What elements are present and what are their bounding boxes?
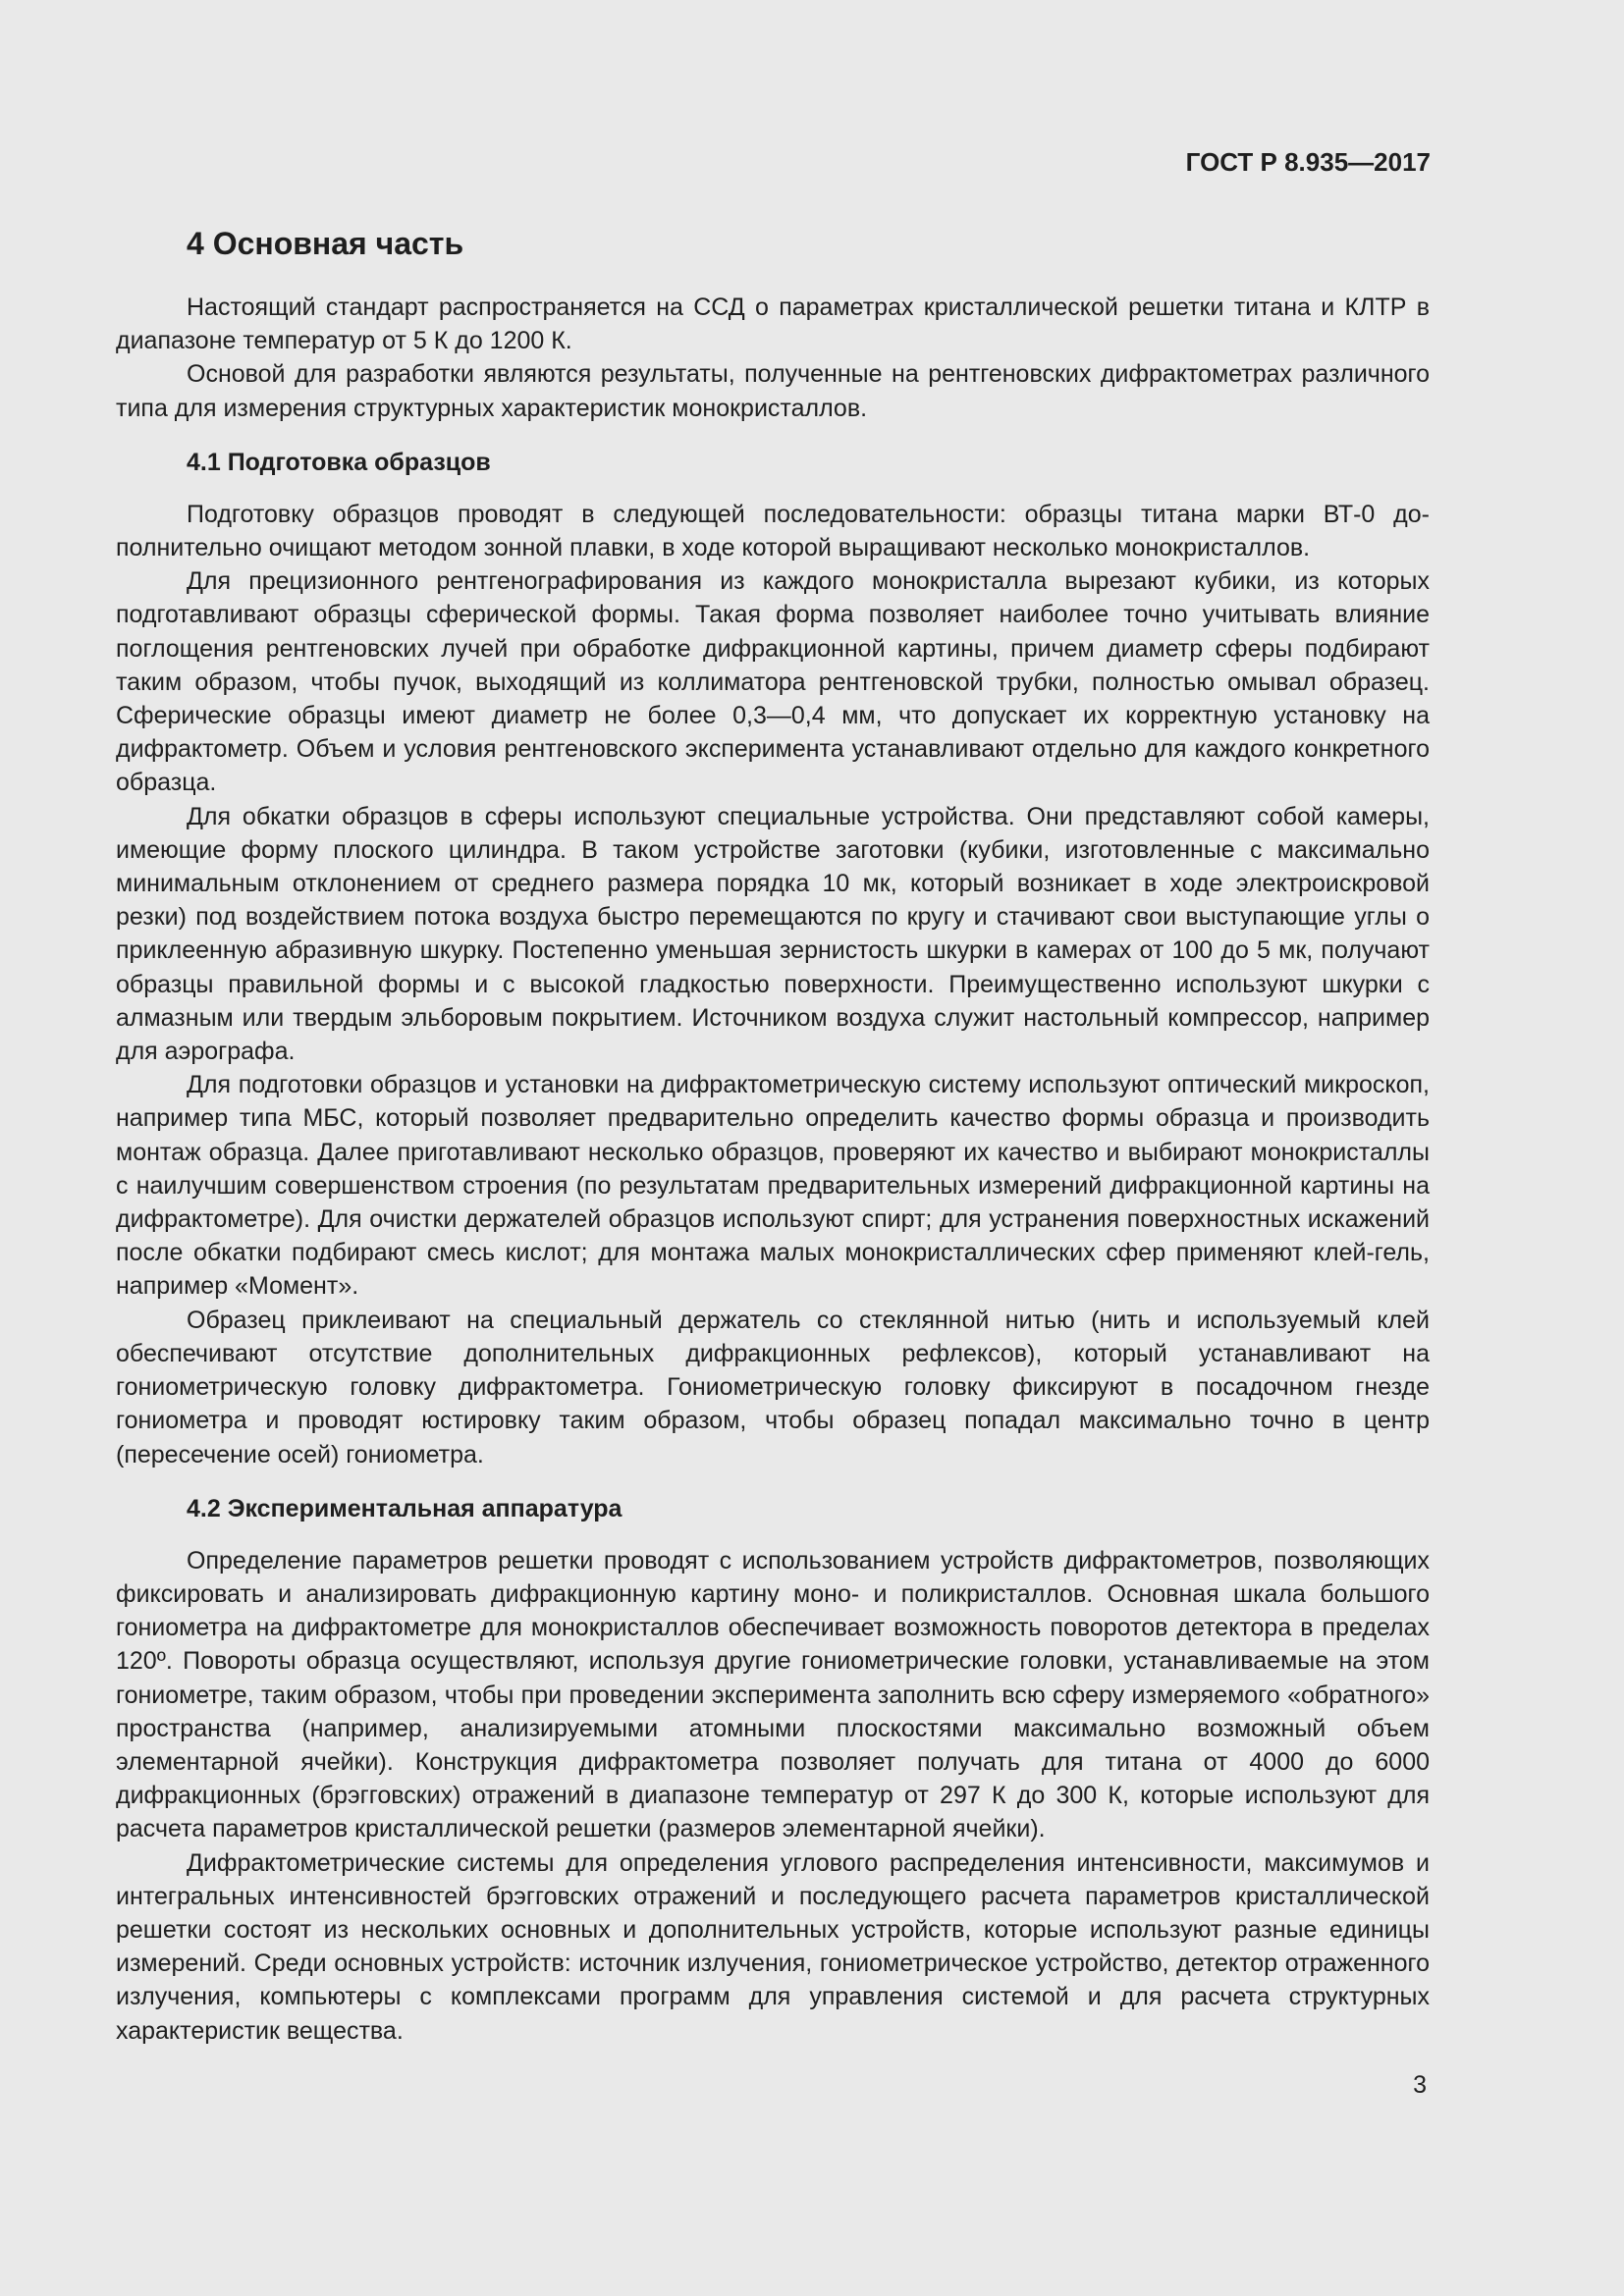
page-number: 3	[1413, 2071, 1427, 2099]
paragraph: Подготовку образцов проводят в следующей последовательности: образцы титана марки ВТ-0 дополнительно очищают методом зонной плавки, в ходе которой выращивают несколько монокристаллов.	[116, 500, 1430, 562]
paragraph: Дифрактометрические системы для определения углового распределения интенсивности, максимумов и интегральных интенсивностей брэгговских отражений и последующего расчета параметров кристаллической решетки состоят из нескольких основных и дополнительных устройств, которые используют разные единицы измерений. Среди основных устройств: источник излучения, гониометрическое устройство, детектор отраженного излучения, компьютеры с комплексами программ для управления системой и для расчета структурных характеристик вещества.	[116, 1848, 1430, 2045]
paragraph: Для прецизионного рентгенографирования из каждого монокристалла вырезают кубики, из которых подготавливают образцы сферической формы. Такая форма позволяет наиболее точно учитывать влияние поглощения рентгеновских лучей при обработке дифракционной картины, причем диаметр сферы подбирают таким образом, чтобы пучок, выходящий из коллиматора рентгеновской трубки, полностью омывал образец. Сферические образцы имеют диаметр не более 0,3—0,4 мм, что допускает их корректную установку на дифрактометр. Объем и условия рентгеновского эксперимента устанавливают отдельно для каждого конкретного образца.	[116, 567, 1430, 797]
section-title-4-1: 4.1 Подготовка образцов	[187, 448, 491, 476]
paragraph: Основой для разработки являются результаты, полученные на рентгеновских дифрактометрах различного типа для измерения структурных характеристик монокристаллов.	[116, 360, 1430, 422]
paragraph: Для обкатки образцов в сферы используют специальные устройства. Они представляют собой камеры, имеющие форму плоского цилиндра. В таком устройстве заготовки (кубики, изготовленные с максимально минимальным отклонением от среднего размера порядка 10 мк, который возникает в ходе электроискровой резки) под воздействием потока воздуха быстро перемещаются по кругу и стачивают свои выступающие углы о приклеенную абразивную шкурку. Постепенно уменьшая зернистость шкурки в камерах от 100 до 5 мк, получают образцы правильной формы и с высокой гладкостью поверхности. Преимущественно используют шкурки с алмазным или твердым эльборовым покрытием. Источником воздуха служит настольный компрессор, например для аэрографа.	[116, 802, 1430, 1066]
document-code: ГОСТ Р 8.935—2017	[1185, 147, 1431, 177]
paragraph: Для подготовки образцов и установки на дифрактометрическую систему используют оптический микроскоп, например типа МБС, который позволяет предварительно определить качество формы образца и производить монтаж образца. Далее приготавливают несколько образцов, проверяют их качество и выбирают монокристаллы с наилучшим совершенством строения (по результатам предварительных измерений дифракционной картины на дифрактометре). Для очистки держателей образцов используют спирт; для устранения поверхностных искажений после обкатки подбирают смесь кислот; для монтажа малых монокристаллических сфер применяют клей-гель, например «Момент».	[116, 1071, 1430, 1301]
paragraph: Образец приклеивают на специальный держатель со стеклянной нитью (нить и используемый клей обеспечивают отсутствие дополнительных дифракционных рефлексов), который устанавливают на гониометрическую головку дифрактометра. Гониометрическую головку фиксируют в посадочном гнезде гониометра и проводят юстировку таким образом, чтобы образец попадал максимально точно в центр (пересечение осей) гониометра.	[116, 1306, 1430, 1468]
document-body	[116, 224, 1430, 2048]
paragraph: Настоящий стандарт распространяется на ССД о параметрах кристаллической решетки титана и КЛТР в диапазоне температур от 5 К до 1200 К.	[116, 294, 1430, 355]
paragraph: Определение параметров решетки проводят с использованием устройств дифрактометров, позволяющих фиксировать и анализировать дифракционную картину моно- и поликристаллов. Основная шкала большого гониометра на дифрактометре для монокристаллов обеспечивает возможность поворотов детектора в пределах 120º. Повороты образца осуществляют, используя другие гониометрические головки, устанавливаемые на этом гониометре, таким образом, чтобы при проведении эксперимента заполнить всю сферу измеряемого «обратного» пространства (например, анализируемыми атомными плоскостями максимально возможный объем элементарной ячейки). Конструкция дифрактометра позволяет получать для титана от 4000 до 6000 дифракционных (брэгговских) отражений в диапазоне температур от 297 К до 300 К, которые используют для расчета параметров кристаллической решетки (размеров элементарной ячейки).	[116, 1546, 1430, 1843]
section-title-4: 4 Основная часть	[187, 226, 464, 261]
section-title-4-2: 4.2 Экспериментальная аппаратура	[187, 1494, 623, 1522]
